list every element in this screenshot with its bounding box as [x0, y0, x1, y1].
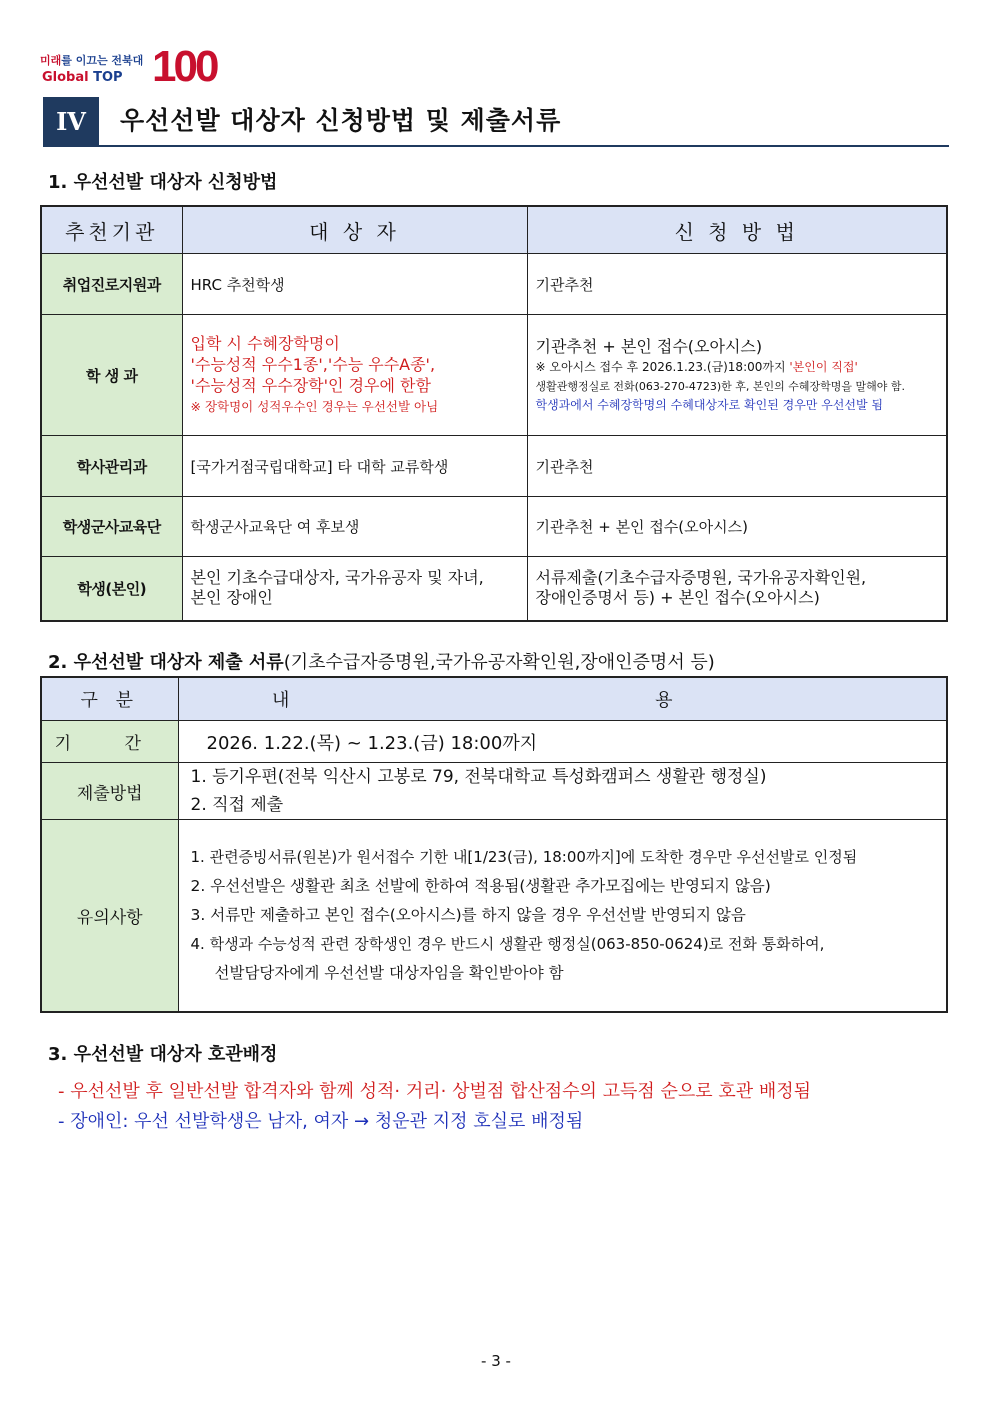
period-label: 기 간	[41, 721, 178, 763]
logo-text-rest: 를 이끄는 전북대	[61, 54, 144, 67]
note-item: 4. 학생과 수능성적 관련 장학생인 경우 반드시 생활관 행정실(063-850-0624)로 전화 통화하여,	[190, 934, 825, 953]
table-header-row	[41, 677, 947, 721]
university-logo	[40, 42, 220, 92]
logo-text-prefix: 미래	[40, 54, 62, 67]
documents-table	[40, 676, 948, 1013]
method-note-emphasis: '본인이 직접'	[789, 359, 858, 374]
target-line: 본인 장애인	[190, 588, 273, 608]
target-cell: HRC 추천학생	[182, 254, 527, 315]
note-item: 2. 우선선발은 생활관 최초 선발에 한하여 적용됨(생활관 추가모집에는 반영되지 않음)	[190, 876, 771, 895]
method-cell: 기관추천	[527, 436, 947, 497]
org-cell: 취업진로지원과	[41, 254, 182, 315]
header-method: 신 청 방 법	[527, 206, 947, 254]
target-line: '수능성적 우수장학'인 경우에 한함	[190, 375, 431, 395]
subsection-3-title: 3. 우선선발 대상자 호관배정	[48, 1044, 278, 1065]
submit-method-line: 2. 직접 제출	[190, 795, 284, 815]
application-method-table	[40, 205, 948, 622]
target-cell: [국가거점국립대학교] 타 대학 교류학생	[182, 436, 527, 497]
table-row	[41, 436, 947, 497]
note-item: 3. 서류만 제출하고 본인 접수(오아시스)를 하지 않을 경우 우선선발 반영되지 않음	[190, 905, 746, 924]
logo-top: TOP	[88, 70, 123, 85]
target-line: 입학 시 수혜장학명이	[190, 333, 340, 353]
org-cell: 학 생 과	[41, 315, 182, 436]
notes-cell	[178, 820, 947, 1012]
header-org: 추천기관	[41, 206, 182, 254]
method-cell: 기관추천	[527, 254, 947, 315]
submit-method-cell	[178, 763, 947, 820]
submit-method-line: 1. 등기우편(전북 익산시 고봉로 79, 전북대학교 특성화캠퍼스 생활관 행정실)	[190, 767, 767, 787]
table-row	[41, 820, 947, 1012]
target-cell	[182, 315, 527, 436]
table-header-row	[41, 206, 947, 254]
section-divider	[43, 145, 949, 147]
subsection-2-title: 2. 우선선발 대상자 제출 서류	[48, 652, 284, 673]
table-row	[41, 254, 947, 315]
org-cell: 학생(본인)	[41, 557, 182, 621]
method-line: 장애인증명서 등) + 본인 접수(오아시스)	[535, 588, 820, 608]
target-line: 본인 기초수급대상자, 국가유공자 및 자녀,	[190, 568, 484, 588]
method-main: 기관추천 + 본인 접수(오아시스)	[535, 336, 763, 356]
note-item-continued: 선발담당자에게 우선선발 대상자임을 확인받아야 함	[214, 963, 564, 982]
table-row	[41, 497, 947, 557]
note-item: 1. 관련증빙서류(원본)가 원서접수 기한 내[1/23(금), 18:00까지]에 도착한 경우만 우선선발로 인정됨	[190, 847, 858, 866]
notes-label: 유의사항	[41, 820, 178, 1012]
target-cell: 학생군사교육단 여 후보생	[182, 497, 527, 557]
target-cell	[182, 557, 527, 621]
method-cell: 기관추천 + 본인 접수(오아시스)	[527, 497, 947, 557]
target-line: '수능성적 우수1종','수능 우수A종',	[190, 354, 436, 374]
method-note-3: 학생과에서 수혜장학명의 수혜대상자로 확인된 경우만 우선선발 됨	[535, 397, 883, 412]
org-cell: 학생군사교육단	[41, 497, 182, 557]
assignment-note-2: - 장애인: 우선 선발학생은 남자, 여자 → 청운관 지정 호실로 배정됨	[58, 1111, 584, 1132]
subsection-1-title: 1. 우선선발 대상자 신청방법	[48, 172, 278, 193]
logo-global: Global	[42, 70, 89, 85]
table-row	[41, 721, 947, 763]
method-line: 서류제출(기초수급자증명원, 국가유공자확인원,	[535, 568, 867, 588]
page-number: - 3 -	[481, 1352, 511, 1370]
table-row	[41, 763, 947, 820]
section-numeral: IV	[43, 97, 99, 147]
table-row	[41, 315, 947, 436]
table-row	[41, 557, 947, 621]
method-note-1: ※ 오아시스 접수 후 2026.1.23.(금)18:00까지	[535, 359, 790, 374]
logo-number: 100	[152, 42, 217, 91]
section-title: 우선선발 대상자 신청방법 및 제출서류	[120, 106, 562, 135]
header-target: 대 상 자	[182, 206, 527, 254]
period-value: 2026. 1.22.(목) ~ 1.23.(금) 18:00까지	[178, 721, 947, 763]
target-note: ※ 장학명이 성적우수인 경우는 우선선발 아님	[190, 398, 439, 414]
org-cell: 학사관리과	[41, 436, 182, 497]
method-cell	[527, 557, 947, 621]
method-note-2: 생활관행정실로 전화(063-270-4723)한 후, 본인의 수혜장학명을 말해야 함.	[535, 379, 906, 393]
subsection-2-paren: (기초수급자증명원,국가유공자확인원,장애인증명서 등)	[283, 652, 715, 673]
method-cell	[527, 315, 947, 436]
header-category: 구 분	[41, 677, 178, 721]
header-content: 내 용	[178, 677, 947, 721]
assignment-note-1: - 우선선발 후 일반선발 합격자와 함께 성적· 거리· 상벌점 합산점수의 고득점 순으로 호관 배정됨	[58, 1081, 812, 1102]
submit-method-label: 제출방법	[41, 763, 178, 820]
